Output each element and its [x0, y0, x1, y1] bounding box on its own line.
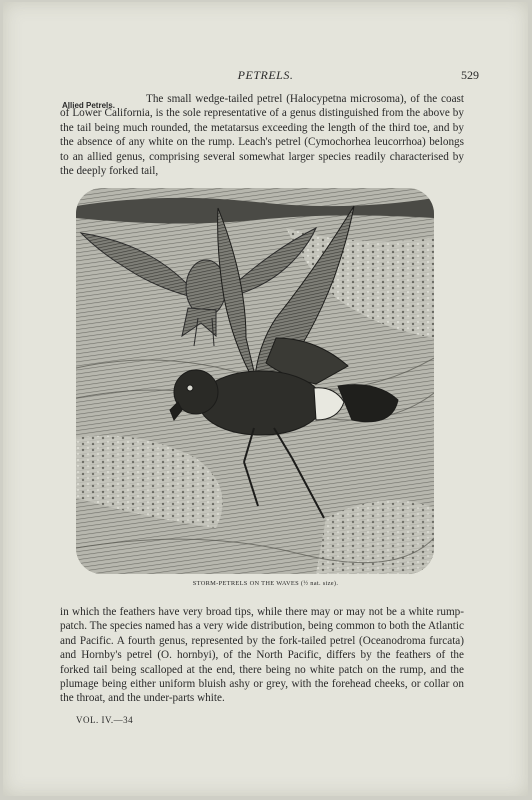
- storm-petrel-engraving: [76, 188, 434, 574]
- page-title: PETRELS.: [237, 68, 294, 82]
- book-page: [3, 2, 528, 796]
- signature-mark: VOL. IV.—34: [76, 715, 134, 725]
- page-number: 529: [461, 68, 479, 82]
- figure-caption: STORM-PETRELS ON THE WAVES (½ nat. size).: [192, 580, 339, 587]
- side-note: Allied Petrels.: [62, 101, 115, 110]
- paragraph-top: The small wedge-tailed petrel (Halocypetna microsoma), of the coast of Lower California, is the sole representative of a genus distinguished from the above by the tail being much rounded, the metatarsus exceeding the length of the third toe, and by the absence of any white on the rump. Leach's petrel (Cymochorhea leucorrhoa) belongs to an allied genus, comprising several somewhat larger species readily characterised by the deeply forked tail,: [60, 93, 464, 178]
- running-head: [3, 68, 528, 84]
- paragraph-bottom: in which the feathers have very broad tips, while there may or may not be a white rump-patch. The species named has a very wide distribution, being common to both the Atlantic and Pacific. A fourth genus, represented by the fork-tailed petrel (Oceanodroma furcata) and Hornby's petrel (O. hornbyi), of the North Pacific, differs by the feathers of the forked tail being scalloped at the end, there being no white patch on the rump, and the plumage being either uniform bluish ashy or grey, with the forehead cheeks, or collar on the throat, and the under-parts white.: [60, 606, 464, 705]
